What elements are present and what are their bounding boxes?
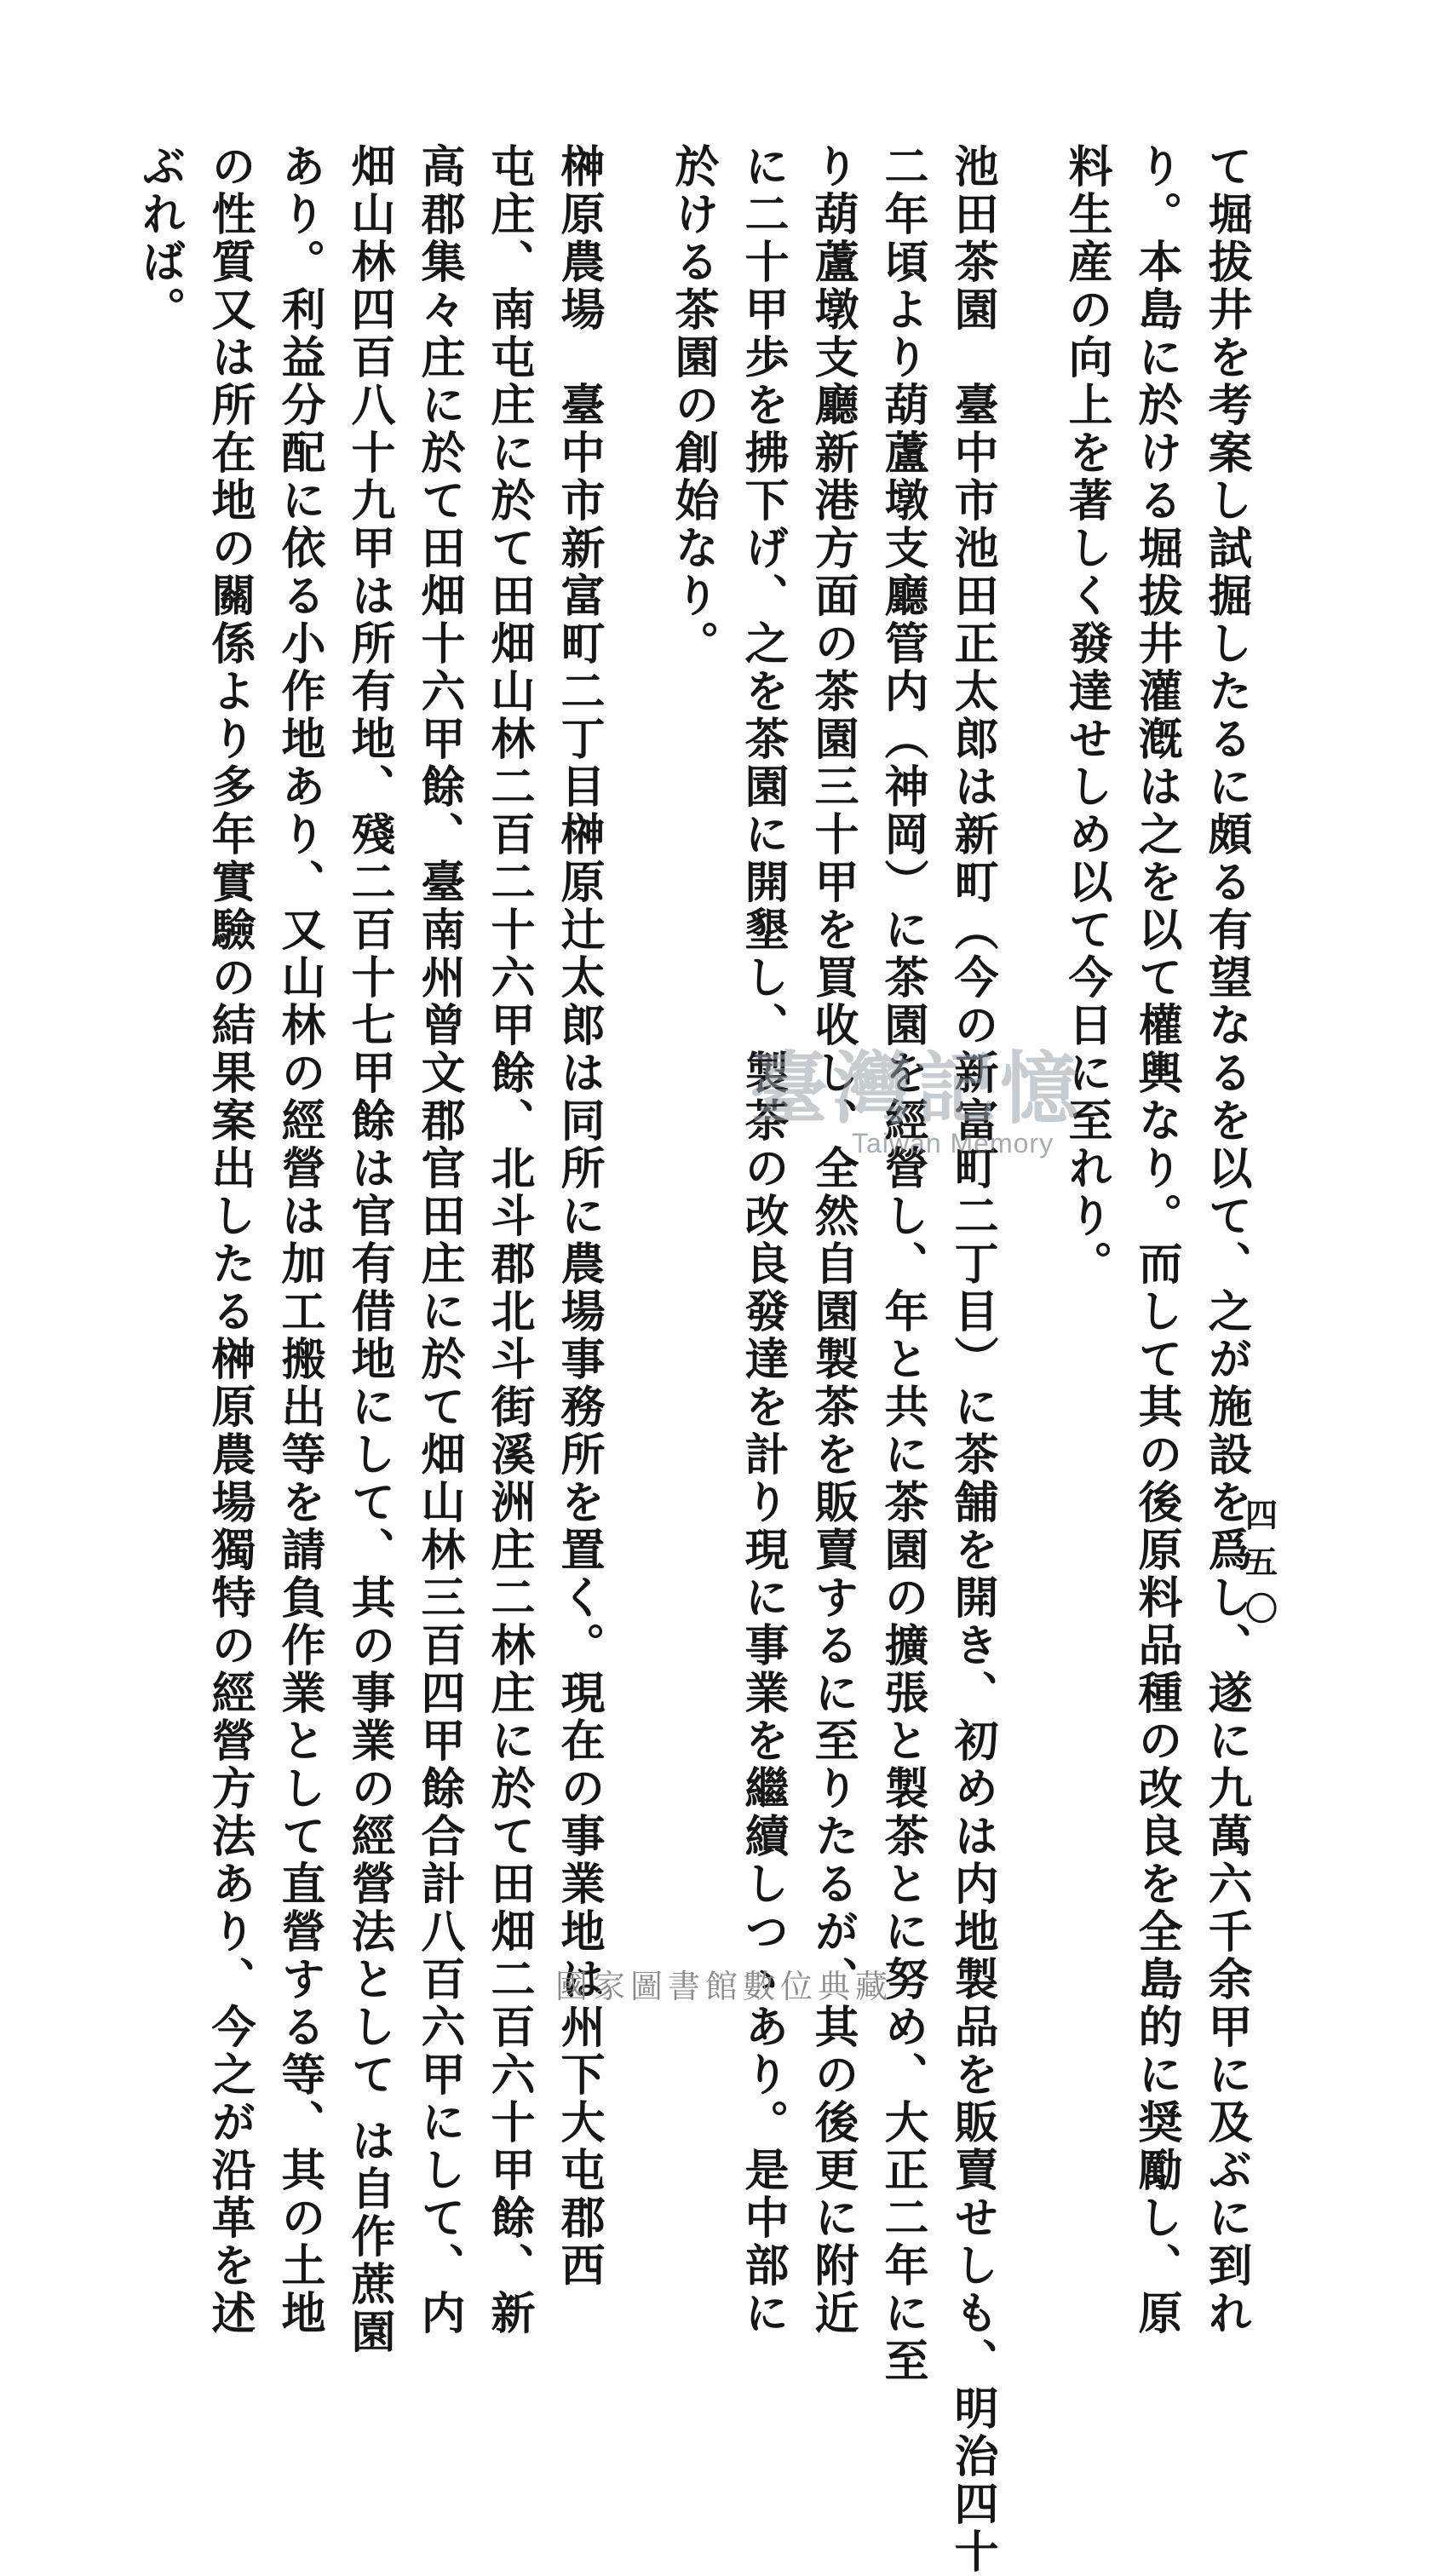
watermark-chinese: 臺灣記憶 (750, 1043, 1084, 1135)
text-column: 二年頃より葫蘆墩支廳管内（神岡）に茶園を經營し、年と共に茶園の擴張と製茶とに努め、大正二年に至 (876, 143, 928, 2385)
text-column: て堀拔井を考案し試掘したるに頗る有望なるを以て、之が施設を爲し、遂に九萬六千余甲に及ぶに到れ (1200, 143, 1252, 2337)
text-column: り葫蘆墩支廳新港方面の茶園三十甲を買收し、全然自園製茶を販賣するに至りたるが、其の後更に附近 (807, 143, 859, 2337)
text-column: の性質又は所在地の關係より多年實驗の結果案出したる榊原農場獨特の經營方法あり、今之が沿革を述 (204, 143, 256, 2337)
page-number: 四五〇 (1244, 1496, 1279, 1628)
text-column: り。本島に於ける堀拔井灌漑は之を以て權輿なり。而して其の後原料品種の改良を全島的に奨勵し、原 (1130, 143, 1182, 2337)
text-column: 榊原農場 臺中市新富町二丁目榊原辻太郎は同所に農場事務所を置く。現在の事業地は州下大屯郡西 (553, 143, 605, 2290)
watermark-english: Taiwan Memory (852, 1128, 1054, 1159)
text-column: に二十甲歩を拂下げ、之を茶園に開墾し、製茶の改良發達を計り現に事業を繼續しつゝあり。是中部に (737, 143, 789, 2337)
text-column: 於ける茶園の創始なり。 (667, 143, 719, 668)
footer-credit: 國家圖書館數位典藏 (554, 1968, 893, 2005)
text-column: 屯庄、南屯庄に於て田畑山林二百二十六甲餘、北斗郡北斗街溪洲庄二林庄に於て田畑二百六十甲餘、新 (483, 143, 535, 2337)
text-column: 料生産の向上を著しく發達せしめ以て今日に至れり。 (1060, 143, 1112, 1288)
text-column: あり。利益分配に依る小作地あり、又山林の經營は加工搬出等を請負作業として直營する等、其の土地 (273, 143, 325, 2337)
text-column: 高郡集々庄に於て田畑十六甲餘、臺南州曾文郡官田庄に於て畑山林三百四甲餘合計八百六甲にして、内 (413, 143, 465, 2337)
text-column: 畑山林四百八十九甲は所有地、殘二百十七甲餘は官有借地にして、其の事業の經營法として は自作蔗園 (343, 143, 395, 2357)
text-column: ぶれば。 (134, 143, 186, 334)
text-column: 池田茶園 臺中市池田正太郎は新町（今の新富町二丁目）に茶舗を開き、初めは内地製品を販賣せしも、明治四十 (946, 143, 998, 2576)
